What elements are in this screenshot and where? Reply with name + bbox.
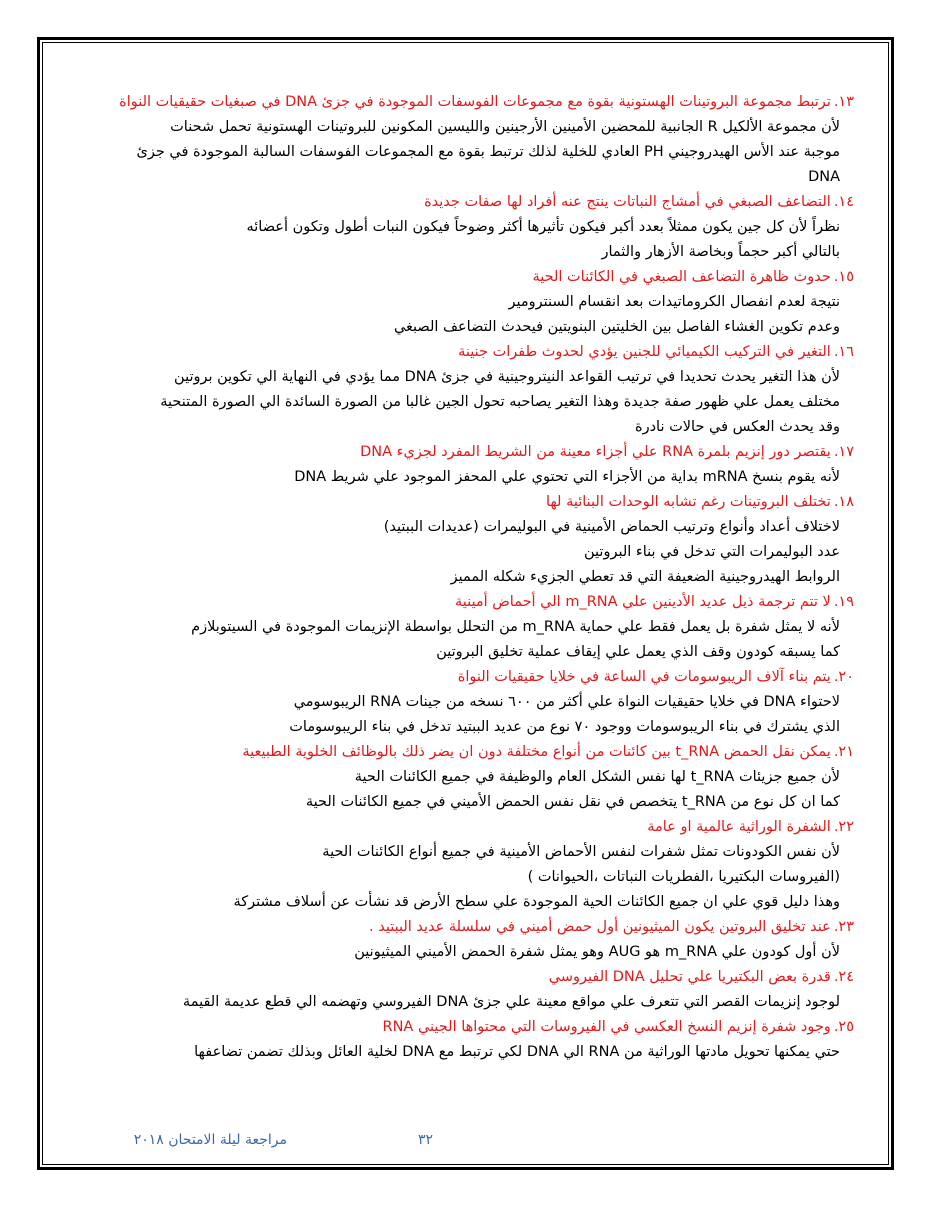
question-text: التضاعف الصبغي في أمشاج النباتات ينتج عنه أفراد لها صفات جديدة xyxy=(424,194,831,210)
question-text: ترتبط مجموعة البروتينات الهستونية بقوة مع مجموعات الفوسفات الموجودة في جزئ DNA في صبغيات حقيقيات النواة xyxy=(119,94,831,110)
question-text: الشفرة الوراثية عالمية او عامة xyxy=(647,819,831,835)
question-item xyxy=(100,590,854,665)
answer-line: بالتالي أكبر حجماً وبخاصة الأزهار والثمار xyxy=(601,244,840,260)
question-number: ١٧. xyxy=(833,444,854,460)
answer-line: نظراً لأن كل جين يكون ممثلاً بعدد أكبر فيكون تأثيرها أكثر وضوحاً فيكون النبات أطول وتكون أعضائه xyxy=(246,219,840,235)
page-footer xyxy=(0,1132,935,1154)
answer-line: عدد البوليمرات التي تدخل في بناء البروتين xyxy=(584,544,840,560)
question-number: ١٤. xyxy=(833,194,854,210)
question-text: لا تتم ترجمة ذيل عديد الأدينين علي m_RNA الي أحماض أمينية xyxy=(454,594,831,610)
question-heading xyxy=(100,965,854,990)
question-item xyxy=(100,340,854,440)
question-heading xyxy=(100,665,854,690)
question-number: ٢٠. xyxy=(833,669,854,685)
answer-line: لأنه يقوم بنسخ mRNA بداية من الأجزاء التي تحتوي علي المحفز الموجود علي شريط DNA xyxy=(294,469,840,485)
question-number: ١٩. xyxy=(833,594,854,610)
question-heading xyxy=(100,915,854,940)
question-heading xyxy=(100,90,854,115)
question-item xyxy=(100,190,854,265)
answer-line: لاختلاف أعداد وأنواع وترتيب الحماض الأمينية في البوليمرات (عديدات الببتيد) xyxy=(383,519,840,535)
question-text: حدوث ظاهرة التضاعف الصبغي في الكائنات الحية xyxy=(532,269,831,285)
question-heading xyxy=(100,1015,854,1040)
answer-line: لأن جميع جزيئات t_RNA لها نفس الشكل العام والوظيفة في جميع الكائنات الحية xyxy=(354,769,840,785)
answer-line: الروابط الهيدروجينية الضعيفة التي قد تعطي الجزيء شكله المميز xyxy=(450,569,840,585)
question-number: ٢٤. xyxy=(833,969,854,985)
answer-line: نتيجة لعدم انفصال الكروماتيدات بعد انقسام السنترومير xyxy=(508,294,840,310)
answer-line: كما يسبقه كودون وقف الذي يعمل علي إيقاف عملية تخليق البروتين xyxy=(436,644,840,660)
question-text: يتم بناء آلاف الريبوسومات في الساعة في خلايا حقيقيات النواة xyxy=(457,669,831,685)
question-number: ١٨. xyxy=(833,494,854,510)
question-heading xyxy=(100,340,854,365)
question-item xyxy=(100,665,854,740)
question-heading xyxy=(100,265,854,290)
answer-line: لأن أول كودون علي m_RNA هو AUG وهو يمثل شفرة الحمض الأميني الميثيونين xyxy=(354,944,840,960)
answer-line: لأن هذا التغير يحدث تحديدا في ترتيب القواعد النيتروجينية في جزئ DNA مما يؤدي في النهاية الي تكوين بروتين xyxy=(174,369,840,385)
question-number: ٢٣. xyxy=(833,919,854,935)
question-heading xyxy=(100,590,854,615)
answer-line: لاحتواء DNA في خلايا حقيقيات النواة علي أكثر من ٦٠٠ نسخه من جينات RNA الريبوسومي xyxy=(293,694,840,710)
question-text: يمكن نقل الحمض t_RNA بين كائنات من أنواع مختلفة دون ان يضر ذلك بالوظائف الخلوية الطبيعية xyxy=(242,744,831,760)
question-number: ١٣. xyxy=(833,94,854,110)
answer-line: وهذا دليل قوي علي ان جميع الكائنات الحية الموجودة علي سطح الأرض قد نشأت عن أسلاف مشتركة xyxy=(233,894,840,910)
answer-line: حتي يمكنها تحويل مادتها الوراثية من RNA الي DNA لكي ترتبط مع DNA لخلية العائل وبذلك تضمن تضاعفها xyxy=(194,1044,840,1060)
document-body xyxy=(100,90,854,1065)
question-item xyxy=(100,90,854,190)
question-number: ٢١. xyxy=(833,744,854,760)
answer-line: لأن مجموعة الألكيل R الجانبية للمحضين الأمينين الأرجينين والليسين المكونين للبروتينات الهستونية تحمل شحنات xyxy=(170,119,840,135)
footer-title: مراجعة ليلة الامتحان ٢٠١٨ xyxy=(133,1132,287,1148)
question-item xyxy=(100,965,854,1015)
question-heading xyxy=(100,490,854,515)
answer-line: لأنه لا يمثل شفرة بل يعمل فقط علي حماية m_RNA من التحلل بواسطة الإنزيمات الموجودة في السيتوبلازم xyxy=(191,619,840,635)
question-number: ٢٢. xyxy=(833,819,854,835)
answer-line: (الفيروسات البكتيريا ،الفطريات النباتات ،الحيوانات ) xyxy=(527,869,840,885)
answer-line: الذي يشترك في بناء الريبوسومات ووجود ٧٠ نوع من عديد الببتيد تدخل في بناء الريبوسومات xyxy=(289,719,840,735)
answer-line: وقد يحدث العكس في حالات نادرة xyxy=(634,419,840,435)
question-item xyxy=(100,440,854,490)
question-heading xyxy=(100,190,854,215)
question-heading xyxy=(100,440,854,465)
question-item xyxy=(100,1015,854,1065)
question-heading xyxy=(100,815,854,840)
answer-line: DNA xyxy=(808,169,840,185)
question-item xyxy=(100,815,854,915)
question-item xyxy=(100,915,854,965)
answer-line: مختلف يعمل علي ظهور صفة جديدة وهذا التغير يصاحبه تحول الجين غالبا من الصورة السائدة الي الصورة المتنحية xyxy=(160,394,840,410)
question-text: قدرة بعض البكتيريا علي تحليل DNA الفيروسي xyxy=(548,969,831,985)
answer-line: لأن نفس الكودونات تمثل شفرات لنفس الأحماض الأمينية في جميع أنواع الكائنات الحية xyxy=(322,844,840,860)
page-number: ٣٢ xyxy=(418,1132,434,1148)
question-item xyxy=(100,490,854,590)
question-text: التغير في التركيب الكيميائي للجنين يؤدي لحدوث طفرات جنينة xyxy=(458,344,831,360)
question-number: ١٥. xyxy=(833,269,854,285)
question-text: وجود شفرة إنزيم النسخ العكسي في الفيروسات التي محتواها الجيني RNA xyxy=(382,1019,831,1035)
question-heading xyxy=(100,740,854,765)
question-number: ٢٥. xyxy=(833,1019,854,1035)
question-text: يقتصر دور إنزيم بلمرة RNA علي أجزاء معينة من الشريط المفرد لجزيء DNA xyxy=(360,444,831,460)
question-item xyxy=(100,265,854,340)
answer-line: لوجود إنزيمات القصر التي تتعرف علي مواقع معينة علي جزئ DNA الفيروسي وتهضمه الي قطع عديمة القيمة xyxy=(182,994,840,1010)
question-number: ١٦. xyxy=(833,344,854,360)
answer-line: وعدم تكوين الغشاء الفاصل بين الخليتين البنويتين فيحدث التضاعف الصبغي xyxy=(393,319,840,335)
question-text: تختلف البروتينات رغم تشابه الوحدات البنائية لها xyxy=(545,494,831,510)
question-text: عند تخليق البروتين يكون الميثيونين أول حمض أميني في سلسلة عديد الببتيد . xyxy=(368,919,831,935)
answer-line: موجبة عند الأس الهيدروجيني PH العادي للخلية لذلك ترتبط بقوة مع المجموعات الفوسفات السالبة الموجودة في جزئ xyxy=(136,144,840,160)
question-item xyxy=(100,740,854,815)
answer-line: كما ان كل نوع من t_RNA يتخصص في نقل نفس الحمض الأميني في جميع الكائنات الحية xyxy=(305,794,840,810)
